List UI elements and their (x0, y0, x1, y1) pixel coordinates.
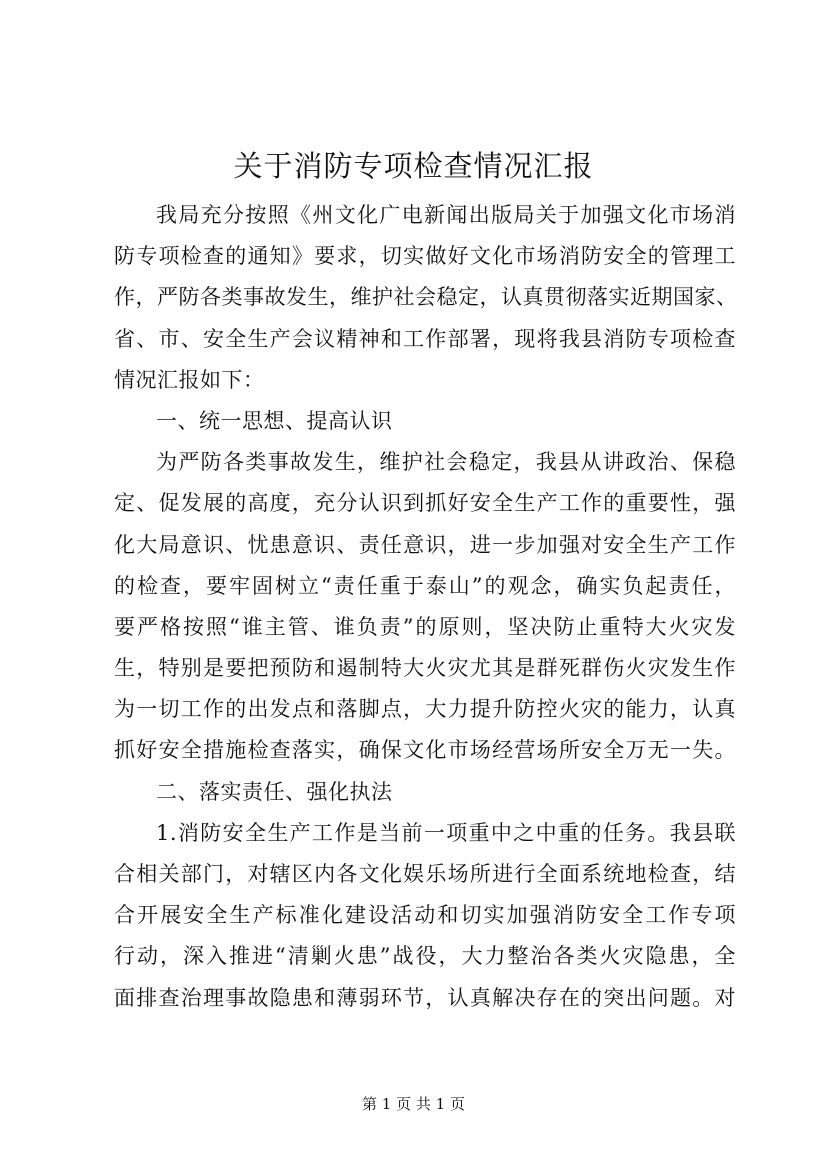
section-heading: 一、统一思想、提高认识 (156, 408, 393, 433)
paragraph-line: 行动，深入推进“清剿火患”战役，大力整治各类火灾隐患，全 (114, 944, 736, 969)
paragraph-line: 生，特别是要把预防和遏制特大火灾尤其是群死群伤火灾发生作 (114, 656, 736, 681)
paragraph-line: 化大局意识、忧患意识、责任意识，进一步加强对安全生产工作 (114, 532, 736, 557)
paragraph-line: 的检查，要牢固树立“责任重于泰山”的观念，确实负起责任， (114, 573, 736, 598)
paragraph-line: 防专项检查的通知》要求，切实做好文化市场消防安全的管理工 (114, 244, 736, 269)
document-title: 关于消防专项检查情况汇报 (233, 149, 594, 183)
paragraph-line: 定、促发展的高度，充分认识到抓好安全生产工作的重要性，强 (114, 491, 736, 516)
paragraph-line: 1.消防安全生产工作是当前一项重中之中重的任务。我县联 (156, 820, 736, 845)
paragraph-line: 为严防各类事故发生，维护社会稳定，我县从讲政治、保稳 (156, 450, 736, 475)
paragraph-line: 情况汇报如下： (114, 367, 265, 392)
paragraph-line: 面排查治理事故隐患和薄弱环节，认真解决存在的突出问题。对 (114, 985, 736, 1010)
paragraph-line: 省、市、安全生产会议精神和工作部署，现将我县消防专项检查 (114, 326, 736, 351)
paragraph-line: 为一切工作的出发点和落脚点，大力提升防控火灾的能力，认真 (114, 697, 736, 722)
paragraph-line: 合相关部门，对辖区内各文化娱乐场所进行全面系统地检查，结 (114, 862, 736, 886)
page-footer: 第 1 页 共 1 页 (362, 1095, 465, 1113)
paragraph-line: 我局充分按照《州文化广电新闻出版局关于加强文化市场消 (156, 203, 736, 227)
paragraph-line: 要严格按照“谁主管、谁负责”的原则，坚决防止重特大火灾发 (114, 614, 736, 639)
paragraph-line: 作，严防各类事故发生，维护社会稳定，认真贯彻落实近期国家、 (114, 285, 738, 310)
document-body (114, 195, 736, 1019)
section-heading: 二、落实责任、强化执法 (156, 779, 393, 804)
paragraph-line: 合开展安全生产标准化建设活动和切实加强消防安全工作专项 (114, 903, 736, 928)
paragraph-line: 抓好安全措施检查落实，确保文化市场经营场所安全万无一失。 (114, 738, 736, 763)
